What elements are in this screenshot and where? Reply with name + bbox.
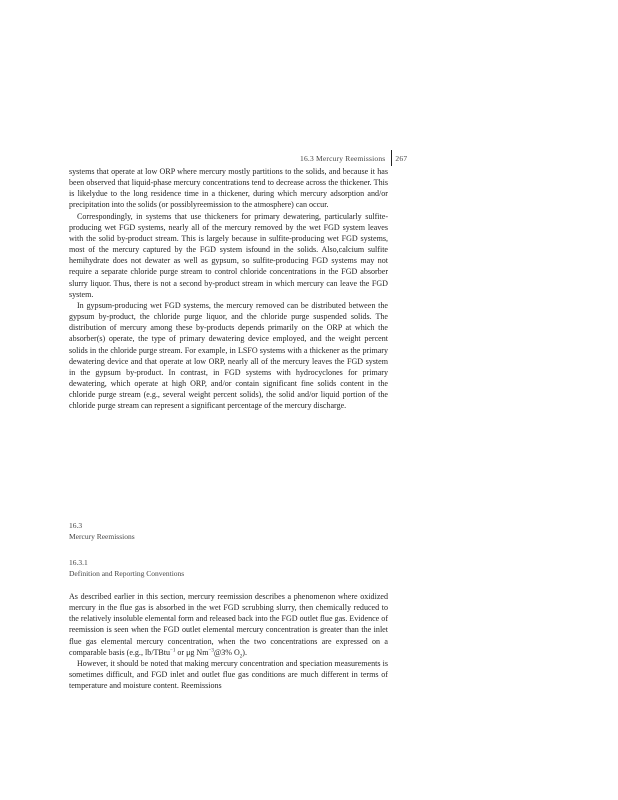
section-number: 16.3 (69, 521, 83, 530)
subsection-number: 16.3.1 (69, 558, 88, 567)
superscript: −1 (170, 648, 176, 654)
body-text-top (69, 166, 388, 411)
paragraph-text: @3% O (213, 647, 240, 657)
paragraph: In gypsum-producing wet FGD systems, the mercury removed can be distributed between the gypsum by-product, the chloride purge liquor, and the chloride purge suspended solids. The distribution of mercury among these by-products depends primarily on the ORP at which the absorber(s) operate, the type of primary dewatering device employed, and the weight percent solids in the chloride purge stream. For example, in LSFO systems with a thickener as the primary dewatering device and that operate at low ORP, nearly all of the mercury leaves the FGD system in the gypsum by-product. In contrast, in FGD systems with hydrocyclones for primary dewatering, which operate at high ORP, and/or contain significant fine solids content in the chloride purge stream (e.g., several weight percent solids), the solid and/or liquid portion of the chloride purge stream can represent a significant percentage of the mercury discharge. (69, 300, 388, 411)
running-head-section-title: 16.3 Mercury Reemissions (300, 153, 386, 163)
page-number: 267 (395, 153, 408, 163)
paragraph-text: ). (242, 647, 247, 657)
paragraph-text: As described earlier in this section, mercury reemission describes a phenomenon where oxidized mercury in the flue gas is absorbed in the wet FGD scrubbing slurry, then chemically reduced to the relatively insoluble elemental form and released back into the FGD outlet flue gas. Evidence of reemission is seen when the FGD outlet elemental mercury concentration is greater than the inlet flue gas elemental mercury concentration, when the two concentrations are expressed on a comparable basis (e.g., lb/TBtu (69, 592, 388, 657)
section-heading (69, 520, 135, 542)
paragraph-text: or μg Nm (175, 647, 209, 657)
running-head (300, 151, 407, 165)
subsection-title: Definition and Reporting Conventions (69, 569, 185, 578)
paragraph: systems that operate at low ORP where mercury mostly partitions to the solids, and because it has been observed that liquid-phase mercury concentrations tend to decrease across the thickener. This is likelydue to the long residence time in a thickener, during which mercury adsorption and/or precipitation into the solids (or possiblyreemission to the atmosphere) can occur. (69, 167, 388, 210)
subscript: 2 (239, 654, 243, 660)
body-text-bottom (69, 591, 388, 691)
paragraph: However, it should be noted that making mercury concentration and speciation measurements is sometimes difficult, and FGD inlet and outlet flue gas conditions are much different in terms of temperature and moisture content. Reemissions (69, 658, 388, 691)
running-head-divider (391, 150, 392, 166)
paragraph (69, 591, 388, 658)
subsection-heading (69, 557, 184, 579)
superscript: −3 (208, 648, 214, 654)
paragraph: Correspondingly, in systems that use thickeners for primary dewatering, particularly sulfite-producing wet FGD systems, nearly all of the mercury removed by the wet FGD system leaves with the solid by-product stream. This is largely because in sulfite-producing wet FGD systems, most of the mercury captured by the FGD system isfound in the solids. Also,calcium sulfite hemihydrate does not dewater as well as gypsum, so sulfite-producing FGD systems may not require a separate chloride purge stream to control chloride concentrations in the FGD absorber slurry liquor. Thus, there is not a second by-product stream in which mercury can leave the FGD system. (69, 211, 388, 299)
section-title: Mercury Reemissions (69, 532, 135, 541)
